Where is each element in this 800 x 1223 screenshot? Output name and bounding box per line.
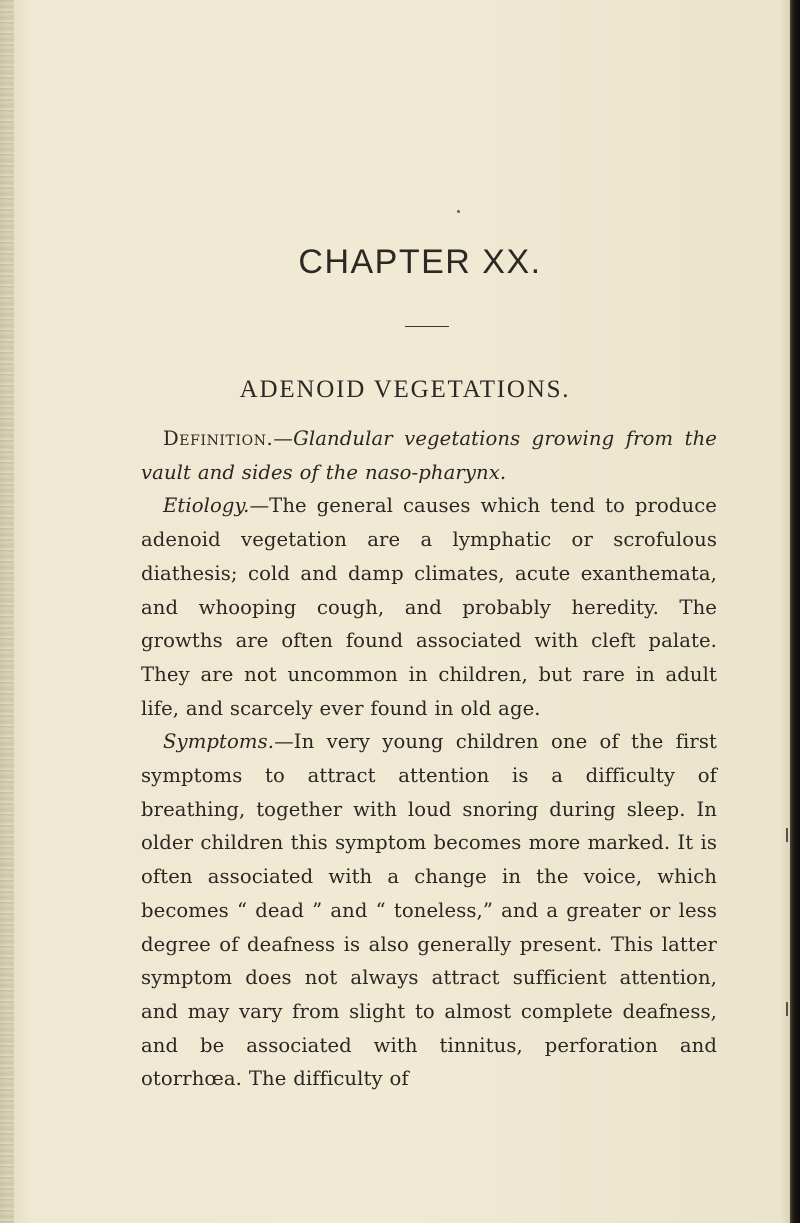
print-speck	[457, 210, 460, 213]
definition-dash: —	[273, 427, 294, 450]
etiology-dash: —	[249, 494, 270, 518]
chapter-divider-rule	[405, 326, 449, 327]
definition-text: Glandular vegetations growing from the vault and sides of the naso-pharynx.	[141, 427, 717, 484]
margin-mark	[786, 1002, 788, 1016]
body-text	[141, 422, 717, 1096]
page-edge-shadow	[790, 0, 800, 1223]
chapter-heading: CHAPTER XX.	[298, 243, 542, 281]
symptoms-label: Symptoms.	[163, 730, 275, 754]
etiology-paragraph	[141, 489, 717, 725]
symptoms-dash: —	[274, 730, 294, 754]
symptoms-paragraph	[141, 725, 717, 1096]
etiology-text: The general causes which tend to produce adenoid vegetation are a lymphatic or scrofulous diathesis; cold and damp climates, acute exanthemata, and whooping cough, and probably heredity. The growths are often found associated with cleft palate. They are not uncommon in children, but rare in adult life, and scarcely ever found in old age.	[141, 494, 717, 720]
page-binding-edge	[0, 0, 14, 1223]
symptoms-text: In very young children one of the first symptoms to attract attention is a difficulty of breathing, together with loud snoring during sleep. In older children this symptom becomes more marked. It is often associated with a change in the voice, which becomes “ dead ” and “ toneless,” and a greater or less degree of deafness is also generally present. This latter symptom does not always attract sufficient attention, and may vary from slight to almost complete deafness, and be associated with tinnitus, perforation and otorrhœa. The difficulty of	[141, 730, 717, 1091]
definition-label: Definition.	[163, 427, 274, 450]
margin-mark	[786, 828, 788, 842]
section-title: ADENOID VEGETATIONS.	[239, 376, 571, 403]
definition-paragraph	[141, 422, 717, 489]
etiology-label: Etiology.	[163, 494, 250, 518]
